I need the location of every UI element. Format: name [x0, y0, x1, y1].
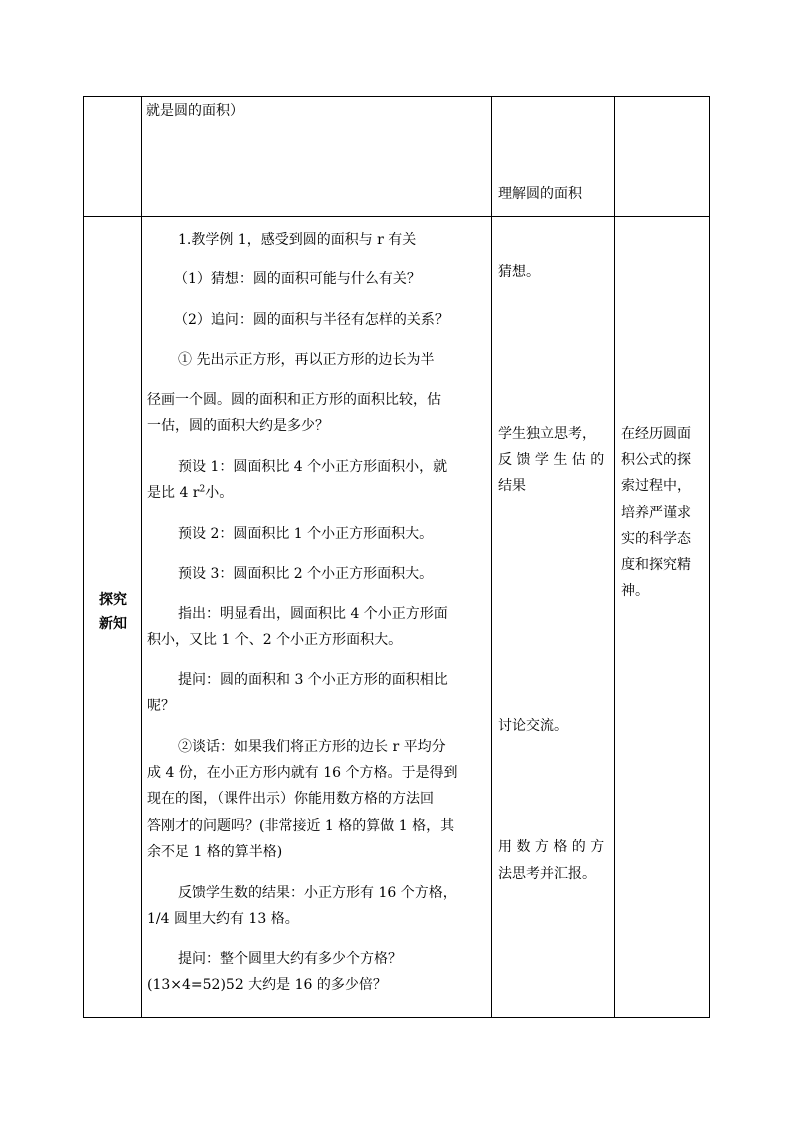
content-line: 余不足 1 格的算半格)	[147, 844, 283, 860]
column-divider	[491, 97, 492, 1017]
content-line: 现在的图，（课件出示）你能用数方格的方法回	[147, 791, 434, 807]
content-line: ②谈话：如果我们将正方形的边长 r 平均分	[178, 739, 446, 755]
content-line: 预设 1：圆面积比 4 个小正方形面积小，就	[178, 459, 448, 475]
content-line: 积小，又比 1 个、2 个小正方形面积大。	[147, 632, 403, 648]
content-line: 预设 3：圆面积比 2 个小正方形面积大。	[178, 566, 434, 582]
content-line: 提问：整个圆里大约有多少个方格？	[178, 951, 402, 967]
row-divider	[84, 216, 709, 217]
student-activity-line: 猜想。	[498, 264, 540, 280]
student-activity-line: 结果	[498, 478, 526, 494]
design-intent-line: 积公式的探	[621, 452, 691, 468]
design-intent-line: 度和探究精	[621, 557, 691, 573]
design-intent-line: 实的科学态	[621, 531, 691, 547]
content-line: 一估，圆的面积大约是多少？	[147, 418, 329, 434]
content-line: 呢？	[147, 698, 175, 714]
content-text: 是比 4 r	[147, 485, 200, 501]
content-line: (13×4=52)52 大约是 16 的多少倍？	[147, 977, 387, 993]
content-line: 1.教学例 1，感受到圆的面积与 r 有关	[178, 232, 417, 248]
content-line: 指出：明显看出，圆面积比 4 个小正方形面	[178, 606, 448, 622]
content-line: 答刚才的问题吗？(非常接近 1 格的算做 1 格，其	[147, 818, 455, 834]
content-line: 预设 2：圆面积比 1 个小正方形面积大。	[178, 526, 434, 542]
content-line: 成 4 份，在小正方形内就有 16 个方格。于是得到	[147, 765, 458, 781]
student-activity-line: 用 数 方 格 的 方	[498, 839, 605, 855]
content-line: 1/4 圆里大约有 13 格。	[147, 911, 299, 927]
content-line: （2）追问：圆的面积与半径有怎样的关系？	[174, 312, 449, 328]
column-divider	[141, 97, 142, 1017]
student-activity-line: 反 馈 学 生 估 的	[498, 452, 605, 468]
design-intent-line: 神。	[621, 583, 649, 599]
content-line: ① 先出示正方形，再以正方形的边长为半	[178, 352, 435, 368]
section-label-line-1: 探究	[99, 592, 127, 608]
content-line: 提问：圆的面积和 3 个小正方形的面积相比	[178, 672, 448, 688]
content-line: 反馈学生数的结果：小正方形有 16 个方格，	[178, 885, 457, 901]
column-divider	[614, 97, 615, 1017]
content-line: （1）猜想：圆的面积可能与什么有关？	[174, 271, 421, 287]
lesson-plan-table	[83, 96, 710, 1018]
student-activity-line: 法思考并汇报。	[498, 866, 596, 882]
student-activity-line: 讨论交流。	[498, 718, 568, 734]
design-intent-line: 培养严谨求	[621, 505, 691, 521]
content-line	[147, 483, 233, 503]
student-activity-line: 学生独立思考，	[498, 426, 596, 442]
row1-content: 就是圆的面积）	[146, 103, 244, 119]
design-intent-line: 在经历圆面	[621, 426, 691, 442]
design-intent-line: 索过程中，	[621, 478, 691, 494]
superscript-two: 2	[199, 484, 206, 495]
content-line: 径画一个圆。圆的面积和正方形的面积比较，估	[147, 392, 441, 408]
row1-student-activity: 理解圆的面积	[498, 186, 582, 202]
section-label-line-2: 新知	[99, 616, 127, 632]
content-text: 小。	[205, 485, 234, 501]
